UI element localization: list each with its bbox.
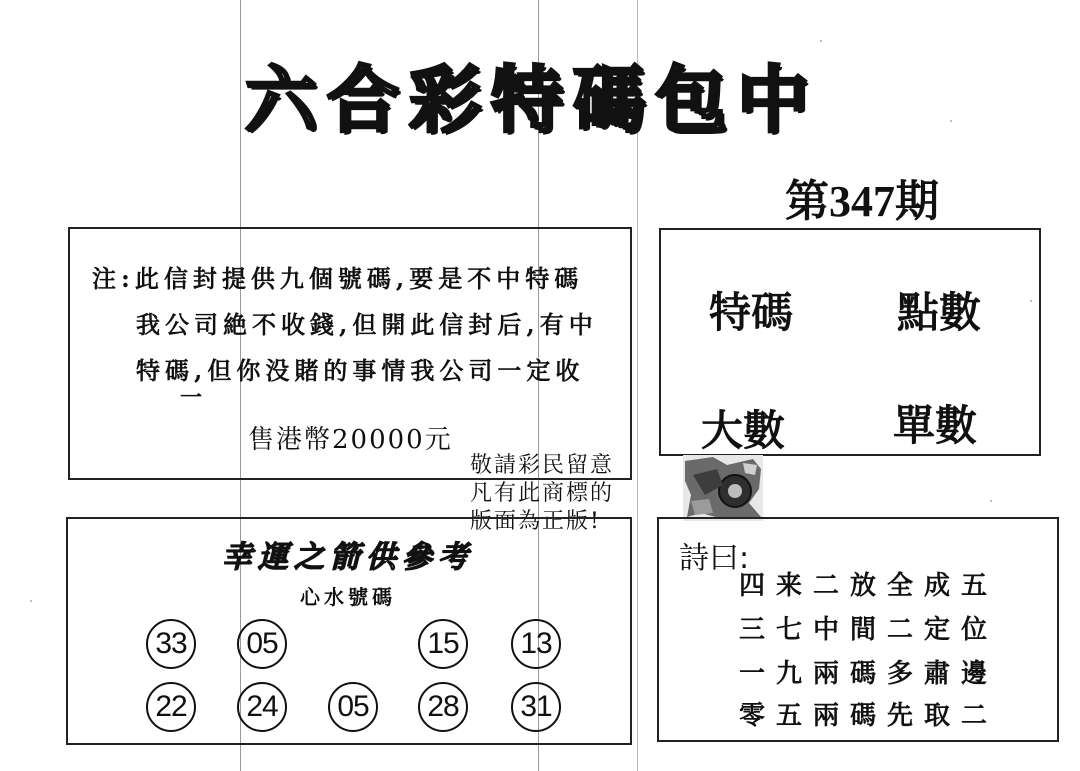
attr-special-number: 特碼 xyxy=(709,288,794,337)
notice-line: 凡有此商標的 xyxy=(470,481,615,506)
poem-line: 四来二放全成五 xyxy=(739,571,999,601)
poem-box xyxy=(657,517,1059,742)
scan-speck xyxy=(990,500,992,502)
notice-line: 版面為正版! xyxy=(470,509,601,534)
notice-box xyxy=(68,227,632,480)
note-line: 我公司絶不收錢,但開此信封后,有中 xyxy=(136,310,598,339)
lucky-subtitle: 心水號碼 xyxy=(300,585,396,609)
poem-label: 詩曰: xyxy=(679,541,750,576)
scan-speck xyxy=(950,120,952,122)
notice-line: 敬請彩民留意 xyxy=(470,453,615,478)
lucky-title: 幸運之箭供參考 xyxy=(222,540,474,575)
scan-speck xyxy=(30,600,32,602)
lucky-numbers-box xyxy=(66,517,632,745)
scan-speck xyxy=(820,40,822,42)
number-ball: 31 xyxy=(511,682,561,732)
number-ball: 24 xyxy=(237,682,287,732)
number-ball: 28 xyxy=(418,682,468,732)
poem-line: 一九兩碼多肅邊 xyxy=(739,659,999,689)
page-title: 六合彩特碼包中 xyxy=(245,57,820,142)
number-ball: 15 xyxy=(418,619,468,669)
note-line: 注:此信封提供九個號碼,要是不中特碼 xyxy=(92,264,584,293)
number-ball: 05 xyxy=(237,619,287,669)
poem-line: 零五兩碼先取二 xyxy=(739,701,999,731)
trademark-logo xyxy=(683,455,763,521)
number-ball: 22 xyxy=(146,682,196,732)
note-line: 特碼,但你没賭的事情我公司一定收 xyxy=(136,356,585,385)
attribute-box xyxy=(659,228,1041,456)
price-text: 售港幣20000元 xyxy=(248,425,453,455)
number-ball: 33 xyxy=(146,619,196,669)
attr-odd-number: 單數 xyxy=(893,401,978,450)
number-ball: 13 xyxy=(511,619,561,669)
attr-big-number: 大數 xyxy=(701,406,786,455)
attr-points: 點數 xyxy=(897,288,982,337)
note-line: 一 xyxy=(180,385,208,411)
issue-number: 第347期 xyxy=(785,177,939,226)
poem-line: 三七中間二定位 xyxy=(739,615,999,645)
number-ball: 05 xyxy=(328,682,378,732)
